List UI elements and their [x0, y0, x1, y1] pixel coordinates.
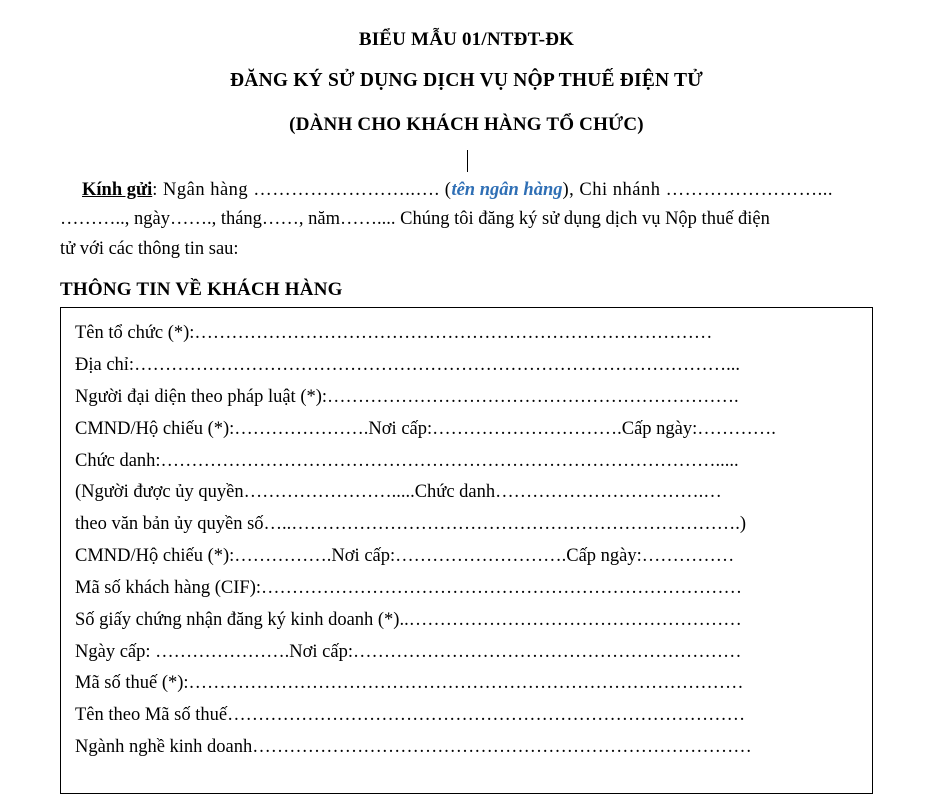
salutation-text-before: : Ngân hàng ……………………..…. (	[152, 179, 452, 200]
info-line-authorization-document: theo văn bản ủy quyền số…..……………………………………………………………….)	[75, 514, 747, 535]
salutation-label: Kính gửi	[82, 179, 153, 200]
document-subtitle: (DÀNH CHO KHÁCH HÀNG TỔ CHỨC)	[289, 113, 644, 135]
bank-name-placeholder: tên ngân hàng	[451, 179, 563, 200]
title-block	[60, 18, 873, 142]
document-main-title: ĐĂNG KÝ SỬ DỤNG DỊCH VỤ NỘP THUẾ ĐIỆN TỬ	[230, 70, 703, 91]
info-line-legal-representative: Người đại diện theo pháp luật (*):………………………………………………………….	[75, 387, 739, 408]
info-line-tax-code: Mã số thuế (*):………………………………………………………………………………	[75, 673, 744, 694]
info-line-organization-name: Tên tổ chức (*):…………………………………………………………………………	[75, 323, 713, 344]
info-line-name-per-tax-code: Tên theo Mã số thuế…………………………………………………………………………	[75, 705, 746, 726]
info-line-authorized-person: (Người được ủy quyền…………………….....Chức danh…………………………….…	[75, 482, 722, 503]
intro-line-3: tử với các thông tin sau:	[60, 239, 239, 260]
customer-info-box	[60, 307, 873, 794]
info-line-id-card-2: CMND/Hộ chiếu (*):…………….Nơi cấp:……………………….Cấp ngày:……………	[75, 546, 735, 567]
info-line-issue-date-place: Ngày cấp: ………………….Nơi cấp:………………………………………………………	[75, 641, 742, 662]
text-cursor-row	[60, 142, 873, 176]
form-code-title: BIỂU MẪU 01/NTĐT-ĐK	[358, 29, 575, 50]
info-line-business-sector: Ngành nghề kinh doanh………………………………………………………………………	[75, 736, 752, 757]
info-line-position: Chức danh:……………………………………………………………………………….....	[75, 450, 739, 471]
text-caret	[467, 150, 468, 172]
info-line-address: Địa chỉ:……………………………………………………………………………………...	[75, 355, 740, 376]
salutation-text-after: ), Chi nhánh ……………………...	[562, 179, 833, 200]
section-heading-customer-info: THÔNG TIN VỀ KHÁCH HÀNG	[60, 279, 343, 301]
info-line-business-registration-number: Số giấy chứng nhận đăng ký kinh doanh (*)..………………………………………………	[75, 609, 742, 630]
info-line-id-card-1: CMND/Hộ chiếu (*):………………….Nơi cấp:………………………….Cấp ngày:………….	[75, 418, 776, 439]
salutation-paragraph	[60, 176, 873, 206]
info-line-customer-cif: Mã số khách hàng (CIF):……………………………………………………………………	[75, 577, 742, 598]
intro-line-2: ……….., ngày……., tháng……, năm…….... Chúng tôi đăng ký sử dụng dịch vụ Nộp thuế điện	[60, 209, 770, 230]
